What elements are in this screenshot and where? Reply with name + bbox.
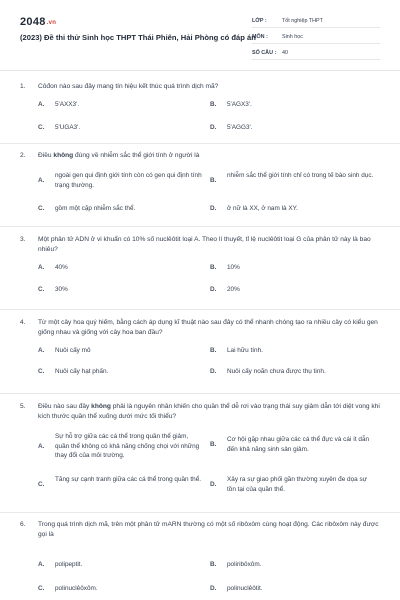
- question-text-emphasis: không: [91, 403, 111, 410]
- option-text: Xảy ra sự giao phối gần thường xuyên đe dọa sự tồn tại của quần thể.: [227, 476, 367, 493]
- question-divider: [0, 393, 400, 394]
- option-list: [20, 100, 390, 136]
- question-text: Trong quá trình dịch mã, trên một phân tử mARN thường có một số ribôxôm cùng hoạt động. Các ribôxôm này được gọi là: [38, 521, 379, 538]
- exam-title: (2023) Đề thi thử Sinh học THPT Thái Phiên, Hải Phòng có đáp án: [20, 33, 256, 42]
- option-letter: A.: [38, 177, 45, 184]
- option-d[interactable]: [210, 204, 375, 214]
- option-text: gồm một cặp nhiễm sắc thể.: [55, 205, 136, 212]
- option-text: Tăng sự cạnh tranh giữa các cá thể trong quần thể.: [55, 476, 202, 483]
- option-list: [20, 548, 390, 592]
- option-text: 5'AGG3'.: [227, 124, 253, 131]
- option-letter: C.: [38, 205, 45, 212]
- meta-row-count: [252, 46, 380, 60]
- option-b[interactable]: [210, 435, 375, 454]
- option-text: 40%: [55, 264, 68, 271]
- question-text-part: Điều: [38, 152, 54, 159]
- option-d[interactable]: [210, 285, 375, 295]
- question-divider: [0, 143, 400, 144]
- option-c[interactable]: [38, 204, 203, 214]
- option-letter: D.: [210, 286, 217, 293]
- meta-value: Sinh học: [282, 33, 303, 40]
- question-number: 3.: [20, 236, 26, 243]
- page-header: [0, 0, 400, 72]
- option-text: Lai hữu tính.: [227, 347, 263, 354]
- option-d[interactable]: [210, 584, 375, 594]
- option-a[interactable]: [38, 100, 203, 110]
- option-list: [20, 430, 390, 506]
- meta-value: 40: [282, 49, 288, 56]
- option-text: ở nữ là XX, ở nam là XY.: [227, 205, 298, 212]
- meta-label: SỐ CÂU :: [252, 49, 277, 56]
- question-5: [20, 402, 390, 506]
- option-text: 10%: [227, 264, 240, 271]
- option-letter: B.: [210, 561, 217, 568]
- option-a[interactable]: [38, 346, 203, 356]
- question-text: Từ một cây hoa quý hiếm, bằng cách áp dụng kĩ thuật nào sau đây có thể nhanh chóng tạo ra nhiều cây có kiểu gen giống nhau và giống với cây hoa ban đầu?: [38, 319, 378, 336]
- option-letter: C.: [38, 368, 45, 375]
- option-letter: D.: [210, 205, 217, 212]
- option-text: polinuclêôxôm.: [55, 585, 98, 592]
- option-text: 5'AGX3'.: [227, 101, 252, 108]
- option-text: 20%: [227, 286, 240, 293]
- option-text: 5'AXX3'.: [55, 101, 80, 108]
- option-a[interactable]: [38, 263, 203, 273]
- question-divider: [0, 512, 400, 513]
- option-c[interactable]: [38, 367, 203, 377]
- exam-meta: [252, 14, 380, 60]
- option-b[interactable]: [210, 100, 375, 110]
- option-a[interactable]: [38, 560, 203, 570]
- option-letter: A.: [38, 347, 45, 354]
- question-number: 6.: [20, 521, 26, 528]
- option-letter: B.: [210, 101, 217, 108]
- question-stem: [20, 235, 390, 255]
- option-text: Cơ hội gặp nhau giữa các cá thể đực và cái ít dẫn đến khả năng sinh sản giảm.: [227, 436, 370, 453]
- option-d[interactable]: [210, 123, 375, 133]
- meta-row-subject: [252, 30, 380, 44]
- question-text: Một phân tử ADN ở vi khuẩn có 10% số nuclêôtit loại A. Theo lí thuyết, tỉ lệ nuclêôtit loại G của phân tử này là bao nhiêu?: [38, 236, 371, 253]
- question-number: 1.: [20, 83, 26, 90]
- option-letter: B.: [210, 347, 217, 354]
- site-logo[interactable]: [20, 16, 56, 28]
- option-letter: C.: [38, 286, 45, 293]
- question-number: 4.: [20, 319, 26, 326]
- option-b[interactable]: [210, 263, 375, 273]
- question-text: [38, 402, 383, 422]
- option-letter: D.: [210, 124, 217, 131]
- option-b[interactable]: [210, 560, 375, 570]
- option-text: polipeptit.: [55, 561, 83, 568]
- question-text-emphasis: không: [53, 152, 74, 159]
- option-text: nhiễm sắc thể giới tính chỉ có trong tế bào sinh dục.: [227, 172, 374, 179]
- question-text-part: đúng về nhiễm sắc thể giới tính ở người là: [73, 152, 200, 159]
- option-list: [20, 169, 390, 217]
- question-6: [20, 520, 390, 592]
- question-number: 2.: [20, 152, 26, 159]
- question-stem: [20, 520, 390, 540]
- option-text: poliribôxôm.: [227, 561, 262, 568]
- option-letter: A.: [38, 101, 45, 108]
- question-text-part: phải là nguyên nhân khiến cho quần thể dễ rơi vào trạng thái suy giảm dẫn tới diệt vong khi kích thước quần thể xuống dưới mức tối thiểu?: [38, 403, 380, 420]
- question-2: [20, 151, 390, 217]
- option-a[interactable]: [38, 432, 203, 461]
- option-letter: A.: [38, 264, 45, 271]
- option-b[interactable]: [210, 346, 375, 356]
- option-c[interactable]: [38, 285, 203, 295]
- option-c[interactable]: [38, 123, 203, 133]
- option-letter: B.: [210, 441, 217, 448]
- option-letter: C.: [38, 124, 45, 131]
- option-text: polinuclêôtit.: [227, 585, 263, 592]
- option-d[interactable]: [210, 367, 375, 377]
- question-stem: [20, 318, 390, 338]
- option-text: 30%: [55, 286, 68, 293]
- option-letter: D.: [210, 585, 217, 592]
- option-letter: D.: [210, 481, 217, 488]
- option-d[interactable]: [210, 475, 375, 494]
- option-a[interactable]: [38, 171, 203, 190]
- logo-suffix: .vn: [46, 20, 57, 26]
- question-3: [20, 235, 390, 299]
- option-c[interactable]: [38, 475, 203, 490]
- question-text-part: Điều nào sau đây: [38, 403, 92, 410]
- option-letter: A.: [38, 443, 45, 450]
- meta-value: Tốt nghiệp THPT: [282, 17, 323, 24]
- option-list: [20, 263, 390, 299]
- option-letter: D.: [210, 368, 217, 375]
- option-text: Nuôi cấy mô: [55, 347, 91, 354]
- question-divider: [0, 309, 400, 310]
- question-stem: [20, 82, 390, 92]
- question-number: 5.: [20, 403, 26, 410]
- logo-text: 2048: [20, 16, 46, 28]
- option-text: Nuôi cấy noãn chưa được thụ tinh.: [227, 368, 326, 375]
- meta-label: LỚP :: [252, 17, 267, 24]
- option-letter: C.: [38, 585, 45, 592]
- option-text: ngoài gen qui định giới tính còn có gen qui định tính trạng thường.: [55, 172, 202, 189]
- option-letter: A.: [38, 561, 45, 568]
- question-text: [38, 151, 383, 161]
- option-letter: C.: [38, 481, 45, 488]
- meta-row-class: [252, 14, 380, 28]
- header-divider: [0, 70, 400, 71]
- question-divider: [0, 226, 400, 227]
- question-text: Côđon nào sau đây mang tín hiệu kết thúc quá trình dịch mã?: [38, 83, 219, 90]
- option-list: [20, 346, 390, 382]
- option-text: Nuôi cấy hạt phấn.: [55, 368, 109, 375]
- question-stem: [20, 402, 390, 422]
- option-c[interactable]: [38, 584, 203, 594]
- option-b[interactable]: [210, 171, 375, 186]
- option-text: 5'UGA3'.: [55, 124, 81, 131]
- question-4: [20, 318, 390, 382]
- question-stem: [20, 151, 390, 161]
- option-letter: B.: [210, 177, 217, 184]
- question-1: [20, 82, 390, 136]
- meta-label: MÔN :: [252, 33, 268, 40]
- option-text: Sự hỗ trợ giữa các cá thể trong quần thể giảm, quần thể không có khả năng chống chọi với những thay đổi của môi trường.: [55, 433, 200, 459]
- option-letter: B.: [210, 264, 217, 271]
